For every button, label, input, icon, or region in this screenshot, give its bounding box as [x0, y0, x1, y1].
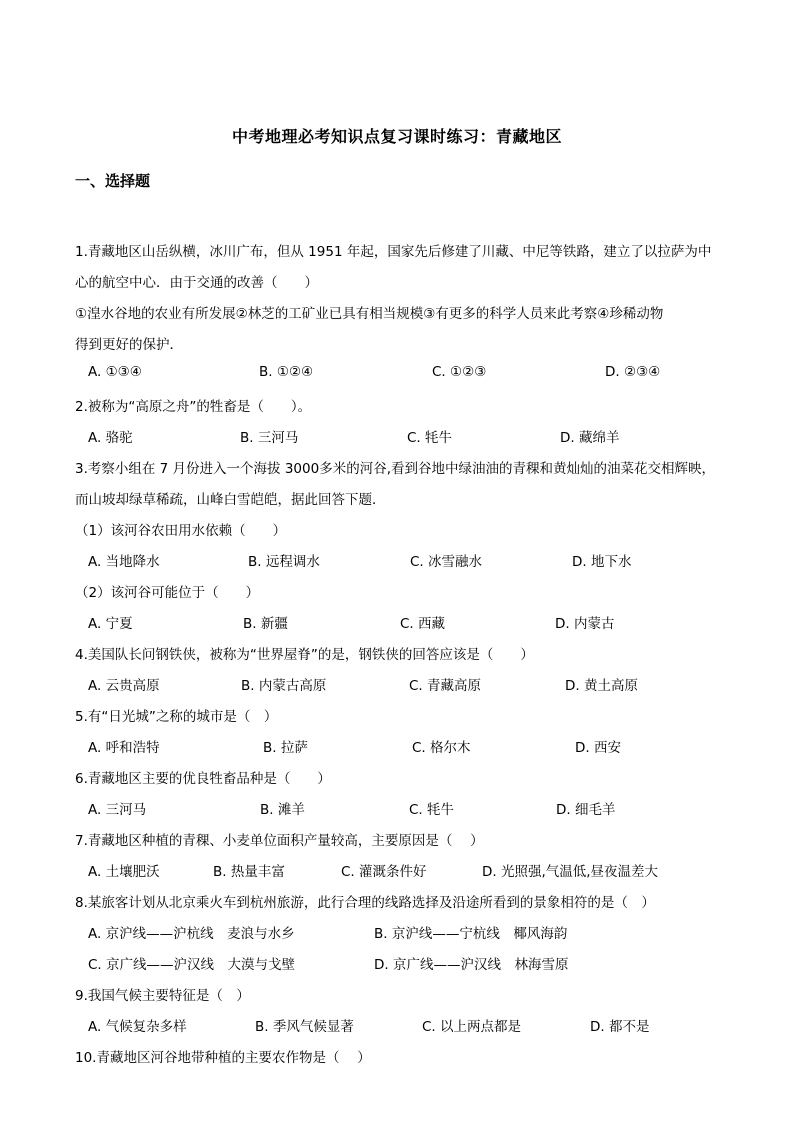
- question-1-option-a: A. ①③④: [88, 364, 142, 380]
- question-3-2-option-d: D. 内蒙古: [555, 616, 615, 632]
- question-5-line-1: 5.有“日光城”之称的城市是（ ）: [75, 709, 278, 725]
- question-3-line-1: 3.考察小组在 7 月份进入一个海拔 3000多米的河谷,看到谷地中绿油油的青稞和黄灿灿的油菜花交相辉映，: [75, 461, 715, 477]
- question-4-option-d: D. 黄土高原: [565, 678, 638, 694]
- question-6-option-d: D. 细毛羊: [556, 802, 616, 818]
- question-2-line-1: 2.被称为“高原之舟”的牲畜是（ ）。: [75, 399, 312, 415]
- question-9-line-1: 9.我国气候主要特征是（ ）: [75, 988, 250, 1004]
- question-9-option-a: A. 气候复杂多样: [88, 1019, 187, 1035]
- question-8-option-d: D. 京广线——沪汉线 林海雪原: [374, 957, 569, 973]
- question-3-2-option-a: A. 宁夏: [88, 616, 133, 632]
- question-8-option-c: C. 京广线——沪汉线 大漠与戈壁: [88, 957, 296, 973]
- question-3-1-option-d: D. 地下水: [572, 554, 632, 570]
- question-9-option-c: C. 以上两点都是: [422, 1019, 522, 1035]
- question-3-2-option-c: C. 西藏: [400, 616, 446, 632]
- question-1-line-1: 1.青藏地区山岳纵横，冰川广布，但从 1951 年起，国家先后修建了川藏、中尼等铁路，建立了以拉萨为中: [75, 244, 712, 260]
- question-6-option-c: C. 牦牛: [409, 802, 455, 818]
- question-2-option-b: B. 三河马: [240, 430, 299, 446]
- page-title: 中考地理必考知识点复习课时练习：青藏地区: [231, 127, 562, 146]
- question-5-option-b: B. 拉萨: [263, 740, 308, 756]
- question-5-option-d: D. 西安: [575, 740, 621, 756]
- question-3-2-option-b: B. 新疆: [243, 616, 288, 632]
- question-6-option-a: A. 三河马: [88, 802, 147, 818]
- question-8-option-b: B. 京沪线——宁杭线 椰风海韵: [374, 926, 568, 942]
- question-7-option-d: D. 光照强,气温低,昼夜温差大: [482, 864, 659, 880]
- question-2-option-d: D. 藏绵羊: [560, 430, 620, 446]
- question-3-1-option-b: B. 远程调水: [248, 554, 320, 570]
- question-4-option-b: B. 内蒙古高原: [241, 678, 327, 694]
- question-7-option-c: C. 灌溉条件好: [341, 864, 427, 880]
- question-4-option-a: A. 云贵高原: [88, 678, 160, 694]
- question-3-1-option-c: C. 冰雪融水: [410, 554, 483, 570]
- question-9-option-b: B. 季风气候显著: [255, 1019, 354, 1035]
- question-8-line-1: 8.某旅客计划从北京乘火车到杭州旅游，此行合理的线路选择及沿途所看到的景象相符的是（ ）: [75, 895, 655, 911]
- question-4-option-c: C. 青藏高原: [409, 678, 482, 694]
- question-1-line-2: 心的航空中心．由于交通的改善（ ）: [75, 275, 318, 291]
- question-8-option-a: A. 京沪线——沪杭线 麦浪与水乡: [88, 926, 295, 942]
- question-5-option-a: A. 呼和浩特: [88, 740, 160, 756]
- question-6-line-1: 6.青藏地区主要的优良牲畜品种是（ ）: [75, 771, 331, 787]
- question-1-line-3: ①湟水谷地的农业有所发展②林芝的工矿业已具有相当规模③有更多的科学人员来此考察④珍稀动物: [75, 306, 664, 322]
- question-3-line-2: 而山坡却绿草稀疏，山峰白雪皑皑，据此回答下题．: [75, 492, 386, 508]
- question-5-option-c: C. 格尔木: [412, 740, 471, 756]
- question-3-2-line-1: （2）该河谷可能位于（ ）: [75, 585, 260, 601]
- question-7-option-b: B. 热量丰富: [213, 864, 285, 880]
- question-1-option-c: C. ①②③: [432, 364, 487, 380]
- question-4-line-1: 4.美国队长问钢铁侠，被称为“世界屋脊”的是，钢铁侠的回答应该是（ ）: [75, 647, 534, 663]
- question-10-line-1: 10.青藏地区河谷地带种植的主要农作物是（ ）: [75, 1050, 371, 1066]
- question-1-line-4: 得到更好的保护．: [75, 337, 183, 353]
- question-1-option-b: B. ①②④: [259, 364, 314, 380]
- section-heading: 一、选择题: [75, 172, 151, 190]
- question-6-option-b: B. 滩羊: [260, 802, 305, 818]
- question-3-1-option-a: A. 当地降水: [88, 554, 160, 570]
- question-1-option-d: D. ②③④: [605, 364, 661, 380]
- question-2-option-c: C. 牦牛: [407, 430, 453, 446]
- question-3-1-line-1: （1）该河谷农田用水依赖（ ）: [75, 523, 287, 539]
- question-7-option-a: A. 土壤肥沃: [88, 864, 160, 880]
- question-7-line-1: 7.青藏地区种植的青稞、小麦单位面积产量较高，主要原因是（ ）: [75, 833, 484, 849]
- question-2-option-a: A. 骆驼: [88, 430, 133, 446]
- question-9-option-d: D. 都不是: [590, 1019, 650, 1035]
